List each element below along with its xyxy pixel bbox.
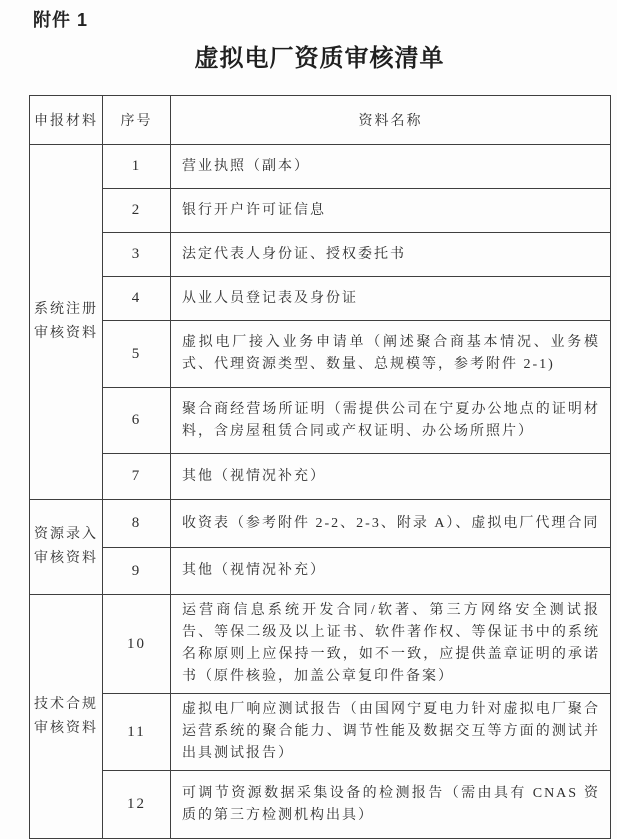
table-row xyxy=(30,321,611,388)
serial-cell: 12 xyxy=(103,771,171,839)
table-row xyxy=(30,233,611,277)
material-name-cell: 其他（视情况补充） xyxy=(171,548,611,595)
header-cell-serial-number: 序号 xyxy=(103,96,171,145)
serial-cell: 5 xyxy=(103,321,171,388)
table-row xyxy=(30,548,611,595)
header-cell-declaration-material: 申报材料 xyxy=(30,96,103,145)
header-cell-material-name: 资料名称 xyxy=(171,96,611,145)
table-row xyxy=(30,454,611,500)
material-name-cell: 其他（视情况补充） xyxy=(171,454,611,500)
serial-cell: 8 xyxy=(103,500,171,548)
qualification-review-table xyxy=(29,95,611,839)
table-header-row xyxy=(30,96,611,145)
table-row xyxy=(30,388,611,454)
serial-cell: 10 xyxy=(103,595,171,694)
material-name-cell: 收资表（参考附件 2-2、2-3、附录 A）、虚拟电厂代理合同 xyxy=(171,500,611,548)
material-name-cell: 营业执照（副本） xyxy=(171,145,611,189)
material-name-cell: 运营商信息系统开发合同/软著、第三方网络安全测试报告、等保二级及以上证书、软件著作权、等保证书中的系统名称原则上应保持一致，如不一致，应提供盖章证明的承诺书（原件核验，加盖公章复印件备案） xyxy=(171,595,611,694)
material-name-cell: 法定代表人身份证、授权委托书 xyxy=(171,233,611,277)
material-name-cell: 从业人员登记表及身份证 xyxy=(171,277,611,321)
material-name-cell: 虚拟电厂接入业务申请单（阐述聚合商基本情况、业务模式、代理资源类型、数量、总规模等，参考附件 2-1) xyxy=(171,321,611,388)
table-row xyxy=(30,595,611,694)
table-row xyxy=(30,771,611,839)
serial-cell: 7 xyxy=(103,454,171,500)
serial-cell: 1 xyxy=(103,145,171,189)
page-title: 虚拟电厂资质审核清单 xyxy=(194,45,445,72)
table-row xyxy=(30,694,611,771)
table-row xyxy=(30,145,611,189)
table-row xyxy=(30,500,611,548)
material-name-cell: 可调节资源数据采集设备的检测报告（需由具有 CNAS 资质的第三方检测机构出具） xyxy=(171,771,611,839)
material-name-cell: 银行开户许可证信息 xyxy=(171,189,611,233)
serial-cell: 4 xyxy=(103,277,171,321)
material-name-cell: 虚拟电厂响应测试报告（由国网宁夏电力针对虚拟电厂聚合运营系统的聚合能力、调节性能及数据交互等方面的测试并出具测试报告） xyxy=(171,694,611,771)
serial-cell: 11 xyxy=(103,694,171,771)
material-name-cell: 聚合商经营场所证明（需提供公司在宁夏办公地点的证明材料，含房屋租赁合同或产权证明、办公场所照片） xyxy=(171,388,611,454)
table-row xyxy=(30,189,611,233)
category-cell-system-registration: 系统注册审核资料 xyxy=(30,145,103,500)
serial-cell: 3 xyxy=(103,233,171,277)
serial-cell: 9 xyxy=(103,548,171,595)
serial-cell: 2 xyxy=(103,189,171,233)
category-cell-technical-compliance: 技术合规审核资料 xyxy=(30,595,103,839)
category-cell-resource-entry: 资源录入审核资料 xyxy=(30,500,103,595)
serial-cell: 6 xyxy=(103,388,171,454)
attachment-label: 附件 1 xyxy=(33,10,89,30)
table-row xyxy=(30,277,611,321)
